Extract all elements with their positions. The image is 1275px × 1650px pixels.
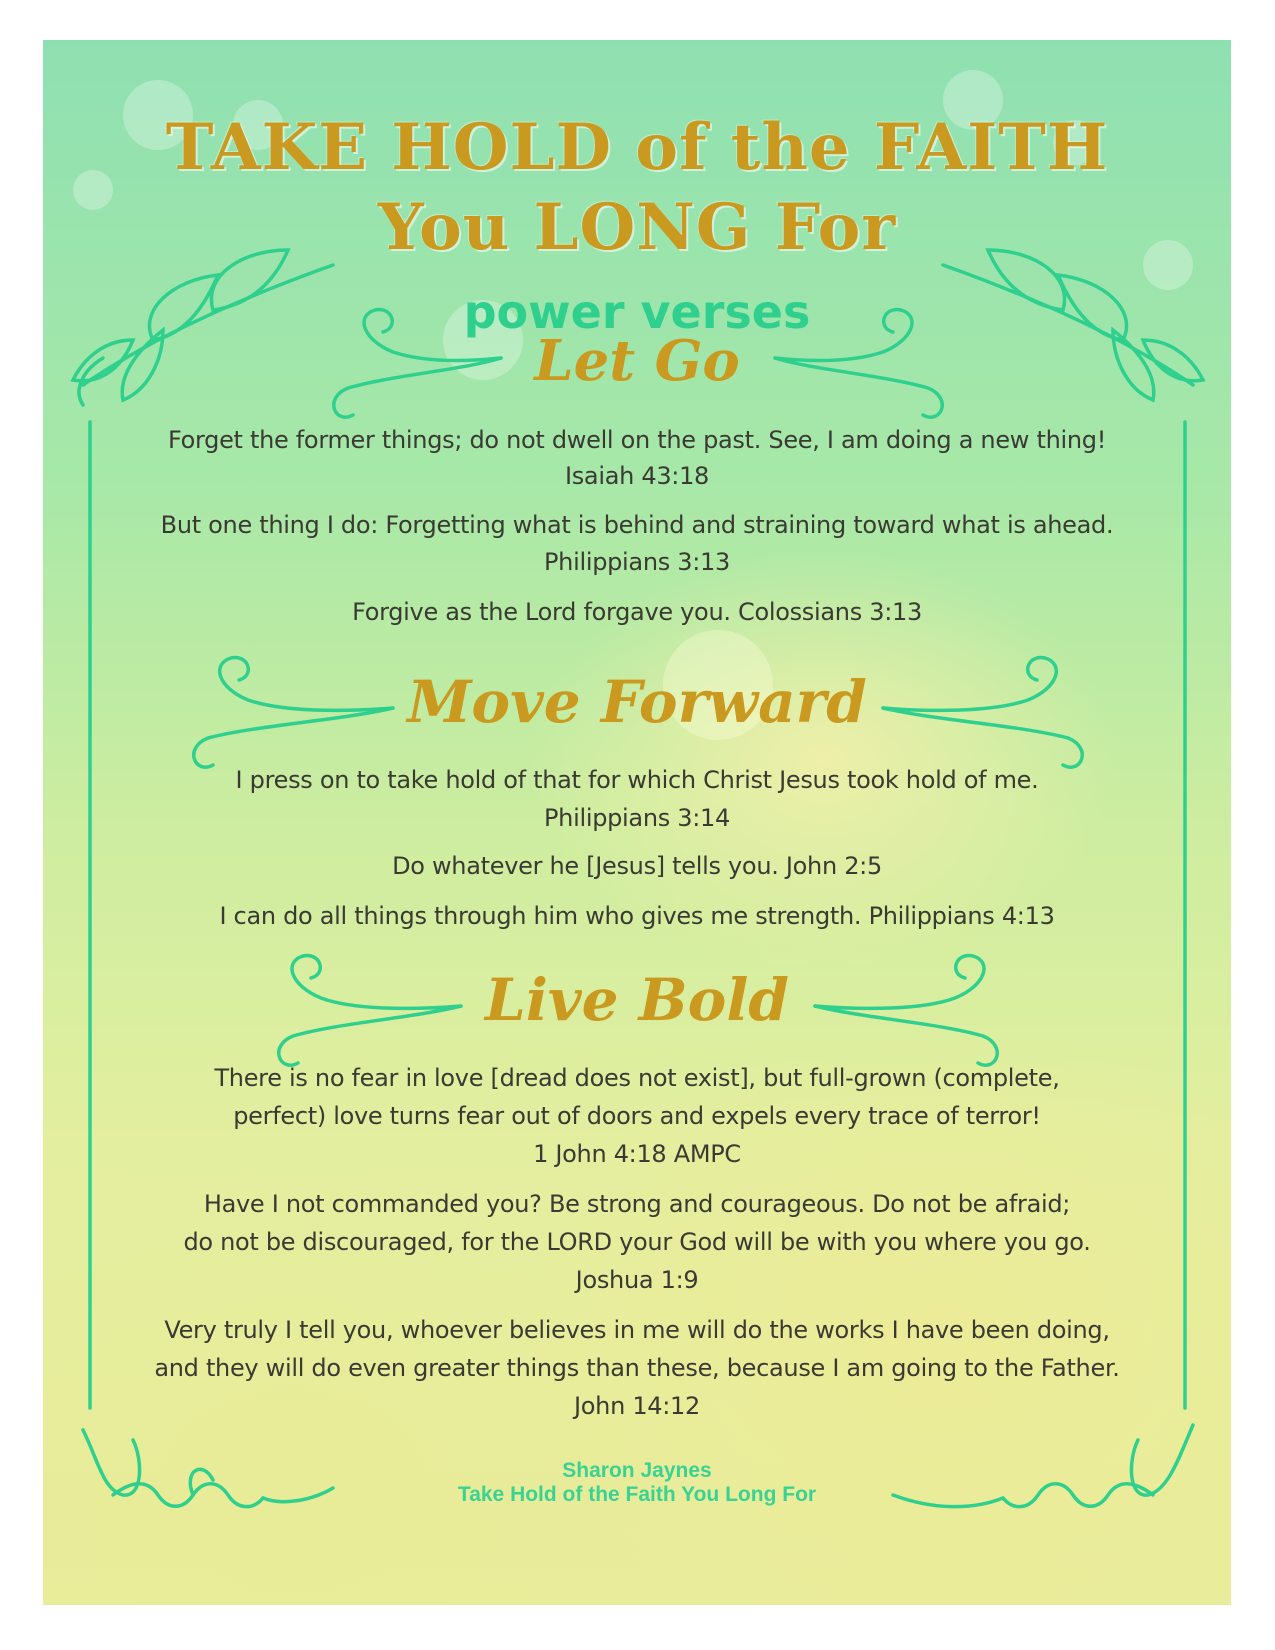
- verse-reference: Joshua 1:9: [575, 1266, 699, 1294]
- verse-text: do not be discouraged, for the LORD your God will be with you where you go.: [183, 1228, 1091, 1256]
- verse-text: and they will do even greater things than these, because I am going to the Father.: [154, 1354, 1120, 1382]
- credit-book-title: Take Hold of the Faith You Long For: [457, 1483, 817, 1506]
- verse-text: Forget the former things; do not dwell on the past. See, I am doing a new thing!: [167, 426, 1107, 454]
- page-title-line-1: TAKE HOLD of the FAITH: [165, 110, 1109, 185]
- verse-reference: Philippians 3:13: [544, 548, 730, 576]
- verse-text: perfect) love turns fear out of doors and expels every trace of terror!: [233, 1102, 1041, 1130]
- page-title-line-2: You LONG For: [377, 190, 897, 265]
- flyer-background: [43, 40, 1231, 1605]
- verse-reference: Isaiah 43:18: [564, 462, 710, 490]
- section-heading-let-go: Let Go: [534, 328, 740, 394]
- verse-text: Do whatever he [Jesus] tells you. John 2:5: [392, 852, 882, 880]
- verse-text: But one thing I do: Forgetting what is behind and straining toward what is ahead.: [160, 511, 1114, 539]
- subtitle: power verses: [463, 285, 811, 339]
- verse-text: I can do all things through him who gives me strength. Philippians 4:13: [219, 902, 1055, 930]
- credit-author: Sharon Jaynes: [562, 1459, 712, 1482]
- verse-text: Have I not commanded you? Be strong and courageous. Do not be afraid;: [203, 1190, 1071, 1218]
- verse-text: Forgive as the Lord forgave you. Colossians 3:13: [352, 598, 922, 626]
- section-heading-live-bold: Live Bold: [485, 966, 789, 1034]
- verse-text: Very truly I tell you, whoever believes in me will do the works I have been doing,: [164, 1316, 1110, 1344]
- verse-text: There is no fear in love [dread does not exist], but full-grown (complete,: [214, 1064, 1060, 1092]
- verse-reference: John 14:12: [574, 1392, 700, 1420]
- verse-reference: 1 John 4:18 AMPC: [533, 1140, 741, 1168]
- verse-text: I press on to take hold of that for which Christ Jesus took hold of me.: [235, 766, 1039, 794]
- verse-reference: Philippians 3:14: [544, 804, 730, 832]
- section-heading-move-forward: Move Forward: [407, 668, 867, 736]
